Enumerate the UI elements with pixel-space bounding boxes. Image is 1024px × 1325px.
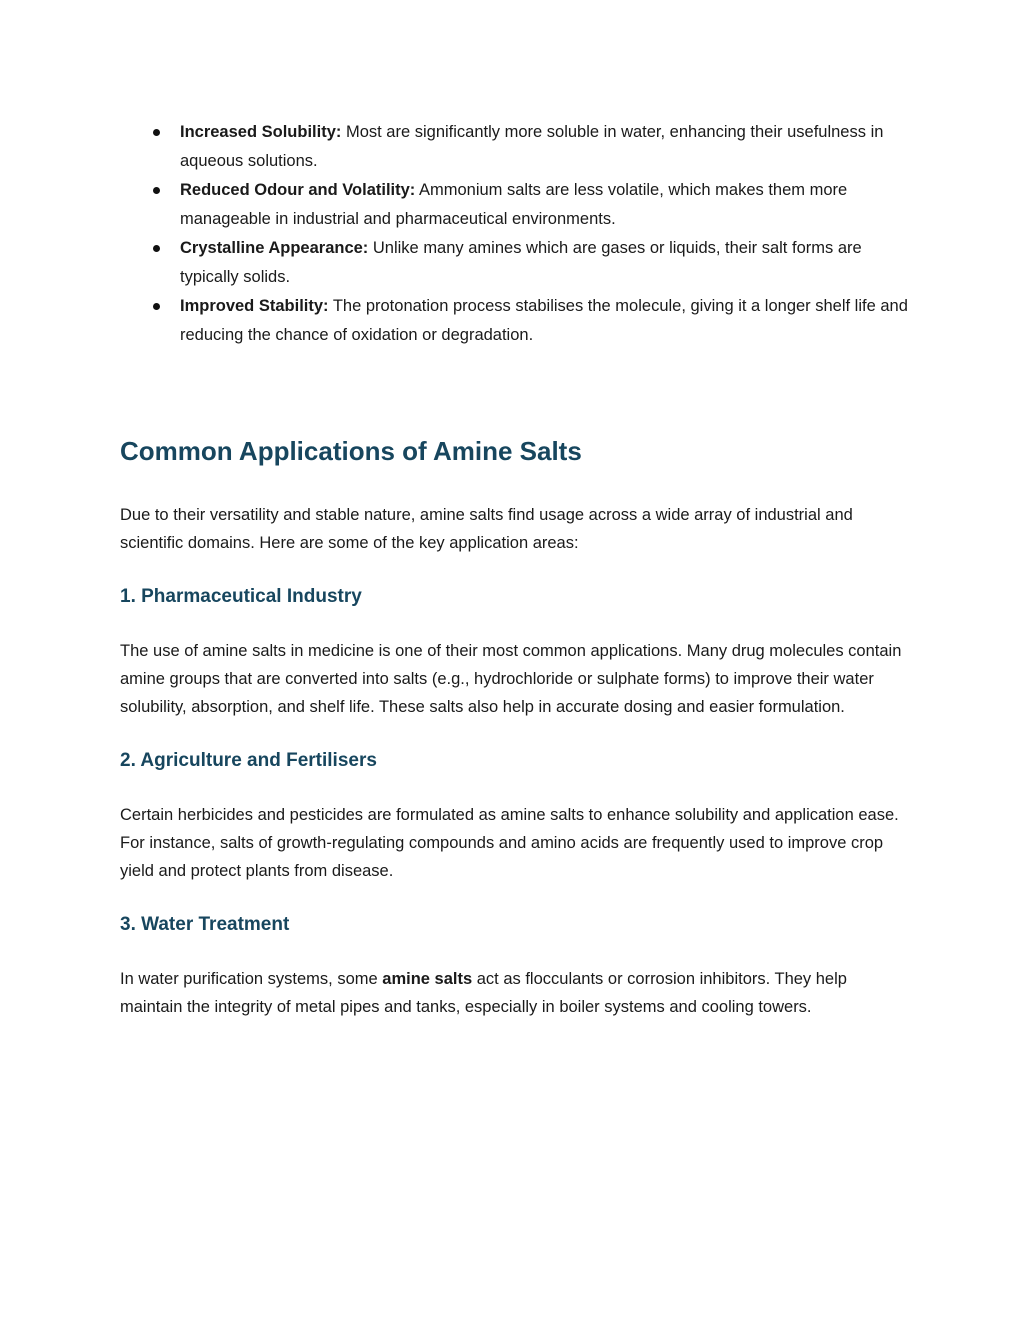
page-content — [120, 118, 910, 1021]
property-list — [120, 118, 910, 350]
pharma-paragraph: The use of amine salts in medicine is one of their most common applications. Many drug molecules contain amine groups that are converted into salts (e.g., hydrochloride or sulphate forms) to improve their water solubility, absorption, and shelf life. These salts also help in accurate dosing and easier formulation. — [120, 642, 902, 716]
section-intro: Due to their versatility and stable nature, amine salts find usage across a wide array of industrial and scientific domains. Here are some of the key application areas: — [120, 506, 853, 552]
agri-paragraph: Certain herbicides and pesticides are formulated as amine salts to enhance solubility and application ease. For instance, salts of growth-regulating compounds and amino acids are frequently used to improve crop yield and protect plants from disease. — [120, 806, 899, 880]
pharma-heading: 1. Pharmaceutical Industry — [120, 586, 362, 607]
bullet-icon — [153, 129, 160, 136]
list-item — [120, 292, 910, 350]
water-text-after: act as flocculants or corrosion inhibitors. They help maintain the integrity of metal pipes and tanks, especially in boiler systems and cooling towers. — [120, 970, 847, 1016]
list-item-term: Increased Solubility: — [180, 123, 342, 141]
list-item-term: Reduced Odour and Volatility: — [180, 181, 416, 199]
water-heading: 3. Water Treatment — [120, 914, 290, 935]
water-text-before: In water purification systems, some — [120, 970, 383, 988]
list-item — [120, 118, 910, 176]
list-item-term: Crystalline Appearance: — [180, 239, 369, 257]
list-item-text: The protonation process stabilises the molecule, giving it a longer shelf life and reducing the chance of oxidation or degradation. — [180, 297, 908, 344]
bullet-icon — [153, 303, 160, 310]
agri-heading: 2. Agriculture and Fertilisers — [120, 750, 377, 771]
section-title: Common Applications of Amine Salts — [120, 436, 582, 466]
list-item — [120, 176, 910, 234]
bullet-icon — [153, 245, 160, 252]
list-item-text: Ammonium salts are less volatile, which makes them more manageable in industrial and pharmaceutical environments. — [180, 181, 848, 228]
list-item-text: Unlike many amines which are gases or liquids, their salt forms are typically solids. — [180, 239, 862, 286]
bullet-icon — [153, 187, 160, 194]
list-item-term: Improved Stability: — [180, 297, 329, 315]
list-item — [120, 234, 910, 292]
list-item-text: Most are significantly more soluble in water, enhancing their usefulness in aqueous solutions. — [180, 123, 884, 170]
water-text-bold: amine salts — [382, 970, 473, 988]
water-paragraph — [120, 965, 910, 1021]
